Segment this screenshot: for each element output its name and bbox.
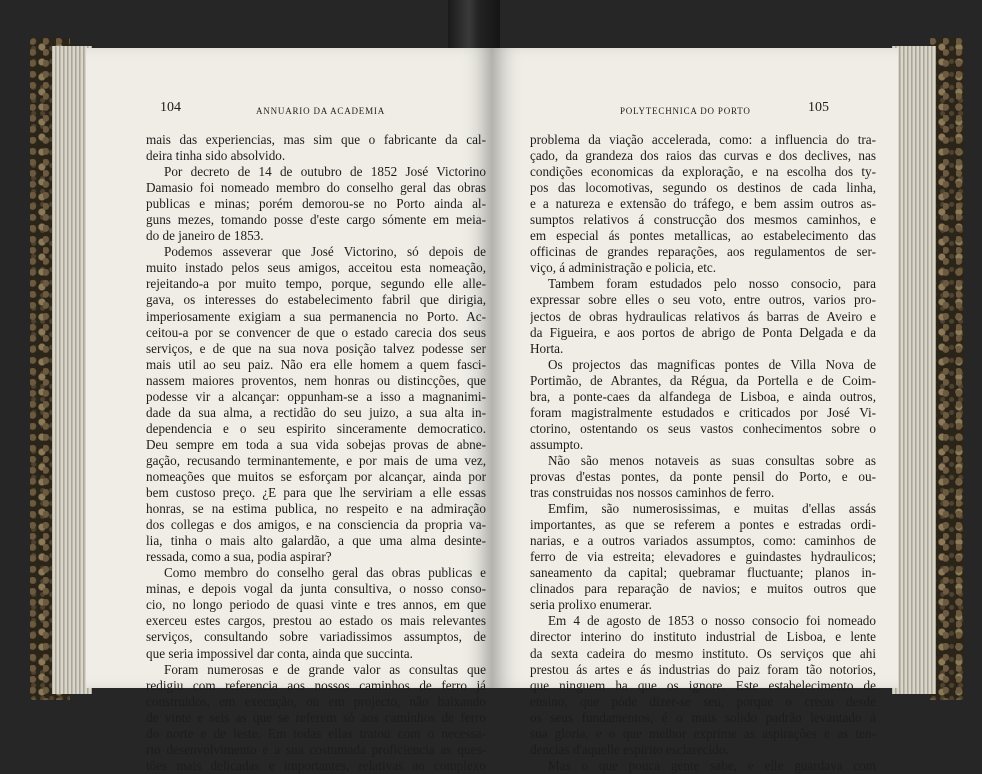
text-line: bem custoso preço. ¿E para que lhe serviriam a elle essas	[146, 485, 486, 501]
text-line: Por decreto de 14 de outubro de 1852 José Victorino	[164, 164, 486, 180]
text-line: imperiosamente exigiam a sua permanencia no Porto. Ac-	[146, 308, 486, 324]
text-line: que seria impossivel dar conta, ainda que succinta.	[146, 645, 413, 661]
text-line: de vinte e seis as que se referem só aos caminhos de ferro	[146, 709, 486, 725]
text-line: Emfim, são numerosissimas, e muitas d'ellas assás	[548, 501, 876, 517]
text-line: serviços, consultando sobre variadissimos assumptos, de	[146, 629, 486, 645]
text-line: do de janeiro de 1853.	[146, 228, 264, 244]
left-page	[86, 48, 492, 773]
text-line: gava, os interesses do estabelecimento fabril que dirigia,	[146, 292, 486, 308]
text-line: guns mezes, tomando posse d'este cargo sómente em meia-	[146, 212, 486, 228]
text-line: publicas e minas; porém demorou-se no Porto ainda al-	[146, 196, 486, 212]
text-line: tras construidas nos nossos caminhos de ferro.	[530, 485, 775, 501]
text-line: Mas o que pouca gente sabe, e elle guardava com	[548, 757, 876, 773]
text-line: sumptos relativos á construcção dos mesmos caminhos, e	[530, 212, 876, 228]
text-line: pos das locomotivas, segundo os destinos de cada linha,	[530, 180, 876, 196]
text-line: muito instado pelos seus amigos, acceitou esta nomeação,	[146, 260, 486, 276]
text-line: Podemos asseverar que José Victorino, só depois de	[164, 244, 486, 260]
text-line: officinas de grandes reparações, aos regulamentos de ser-	[530, 244, 876, 260]
text-line: Os projectos das magnificas pontes de Villa Nova de	[548, 356, 876, 372]
text-line: ceitou-a por se convencer de que o estado carecia dos seus	[146, 324, 486, 340]
text-line: viço, á administração e policia, etc.	[530, 260, 717, 276]
right-page-text	[530, 132, 876, 774]
text-line: Horta.	[530, 340, 564, 356]
text-line: foram magistralmente estudados e criticados por José Vi-	[530, 404, 876, 420]
text-line: cio, no longo periodo de quasi vinte e tres annos, em que	[146, 597, 486, 613]
text-line: mais das experiencias, mas sim que o fabricante da cal-	[146, 132, 486, 147]
text-line: condições economicas da exploração, e na escolha dos ty-	[530, 164, 876, 180]
text-line: ctorino, ostentando os seus vastos conhecimentos sobre o	[530, 420, 876, 436]
text-line: em especial ás pontes metallicas, ao estabelecimento das	[530, 228, 876, 244]
text-line: Portimão, de Abrantes, da Régua, da Portella e de Coim-	[530, 372, 876, 388]
text-line: Damasio foi nomeado membro do conselho geral das obras	[146, 180, 486, 196]
text-line: narias, e a outros variados assumptos, como: caminhos de	[530, 533, 876, 549]
text-line: que ninguem ha que os ignore. Este estabelecimento de	[530, 677, 876, 693]
text-line: dade da sua alma, a rectidão do seu juizo, a sua alta in-	[146, 404, 486, 420]
text-line: dependencia e o seu espirito sinceramente democratico.	[146, 420, 486, 436]
text-line: assumpto.	[530, 436, 584, 452]
text-line: saneamento da capital; quebramar fluctuante; planos in-	[530, 565, 876, 581]
text-line: expressar sobre elles o seu voto, entre outros, varios pro-	[530, 292, 876, 308]
text-line: da sexta cadeira do mesmo instituto. Os serviços que ahi	[530, 645, 876, 661]
text-line: ressada, como a sua, podia aspirar?	[146, 549, 332, 565]
text-line: nomeações que muitos se esforçam por alcançar, ainda por	[146, 468, 486, 484]
text-line: tões mais delicadas e importantes, relativas ao complexo	[146, 757, 486, 773]
text-line: dencias d'aquelle espirito esclarecido.	[530, 741, 729, 757]
text-line: da Figueira, e aos portos de abrigo de Ponta Delgada e da	[530, 324, 876, 340]
text-line: do norte e de leste. Em todas ellas tratou com o necessa-	[146, 725, 486, 741]
text-line: redigiu com referencia aos nossos caminhos de ferro já	[146, 677, 486, 693]
left-page-number: 104	[160, 100, 181, 115]
right-page-number: 105	[808, 100, 829, 115]
text-line: Em 4 de agosto de 1853 o nosso consocio foi nomeado	[548, 613, 876, 629]
text-line: e a natureza e extensão do tráfego, e bem assim outros as-	[530, 196, 876, 212]
text-line: sua gloria, e o que melhor exprime as aspirações e as ten-	[530, 725, 876, 741]
text-line: Como membro do conselho geral das obras publicas e	[164, 565, 486, 581]
text-line: deira tinha sido absolvido.	[146, 148, 286, 164]
text-line: lia, tinha o mais alto galardão, a que uma alma desinte-	[146, 533, 486, 549]
text-line: problema da viação accelerada, como: a influencia do tra-	[530, 132, 876, 147]
text-line: çado, da grandeza dos raios das curvas e dos declives, nas	[530, 148, 876, 164]
text-line: Deu sempre em toda a sua vida sobejas provas de abne-	[146, 436, 486, 452]
text-line: jectos de obras hydraulicas relativos ás barras de Aveiro e	[530, 308, 876, 324]
text-line: director interino do instituto industrial de Lisboa, e lente	[530, 629, 876, 645]
text-line: mais util ao seu paiz. Não era elle homem a quem fasci-	[146, 356, 486, 372]
text-line: exerceu estes cargos, prestou ao estado os mais relevantes	[146, 613, 486, 629]
text-line: Foram numerosas e de grande valor as consultas que	[164, 661, 486, 677]
left-page-text	[146, 132, 486, 774]
text-line: minas, e depois vogal da junta consultiva, o nosso conso-	[146, 581, 486, 597]
book-spine	[448, 0, 500, 48]
text-line: nassem maiores proventos, nem honras ou distincções, que	[146, 372, 486, 388]
text-line: rio desenvolvimento e a sua costumada proficiencia as ques-	[146, 741, 486, 757]
right-page-edges	[892, 46, 936, 694]
text-line: os seus fundamentos, é o mais solido padrão levantado á	[530, 709, 876, 725]
text-line: construidos, em execução, ou em projecto, não baixando	[146, 693, 486, 709]
text-line: bra, a ponte-caes da alfandega de Lisboa, e ainda outros,	[530, 388, 876, 404]
text-line: rejeitando-a por muito tempo, porque, segundo elle alle-	[146, 276, 486, 292]
text-line: seria prolixo enumerar.	[530, 597, 652, 613]
text-line: honras, se na estima publica, no respeito e na admiração	[146, 501, 486, 517]
right-running-head: POLYTECHNICA DO PORTO	[620, 106, 751, 116]
text-line: Não são menos notaveis as suas consultas sobre as	[548, 452, 876, 468]
text-line: ensino, que póde dizer-se seu, porque o creou desde	[530, 693, 876, 709]
left-running-head: ANNUARIO DA ACADEMIA	[256, 106, 386, 116]
right-page	[492, 48, 898, 773]
text-line: provas d'estas pontes, da ponte pensil do Porto, e ou-	[530, 468, 876, 484]
text-line: Tambem foram estudados pelo nosso consocio, para	[548, 276, 876, 292]
text-line: gação, recusando terminantemente, e por mais de uma vez,	[146, 452, 486, 468]
text-line: prestou ás artes e ás industrias do paiz foram tão notorios,	[530, 661, 876, 677]
text-line: podesse vir a alcançar: oppunham-se a isso a magnanimi-	[146, 388, 486, 404]
text-line: clinados para reparação de navios; e muitos outros que	[530, 581, 876, 597]
text-line: dos collegas e dos amigos, e na consciencia da propria va-	[146, 517, 486, 533]
text-line: serviços, e de que na sua nova posição talvez podesse ser	[146, 340, 486, 356]
text-line: importantes, as que se referem a pontes e estradas ordi-	[530, 517, 876, 533]
text-line: ferro de via estreita; elevadores e guindastes hydraulicos;	[530, 549, 876, 565]
